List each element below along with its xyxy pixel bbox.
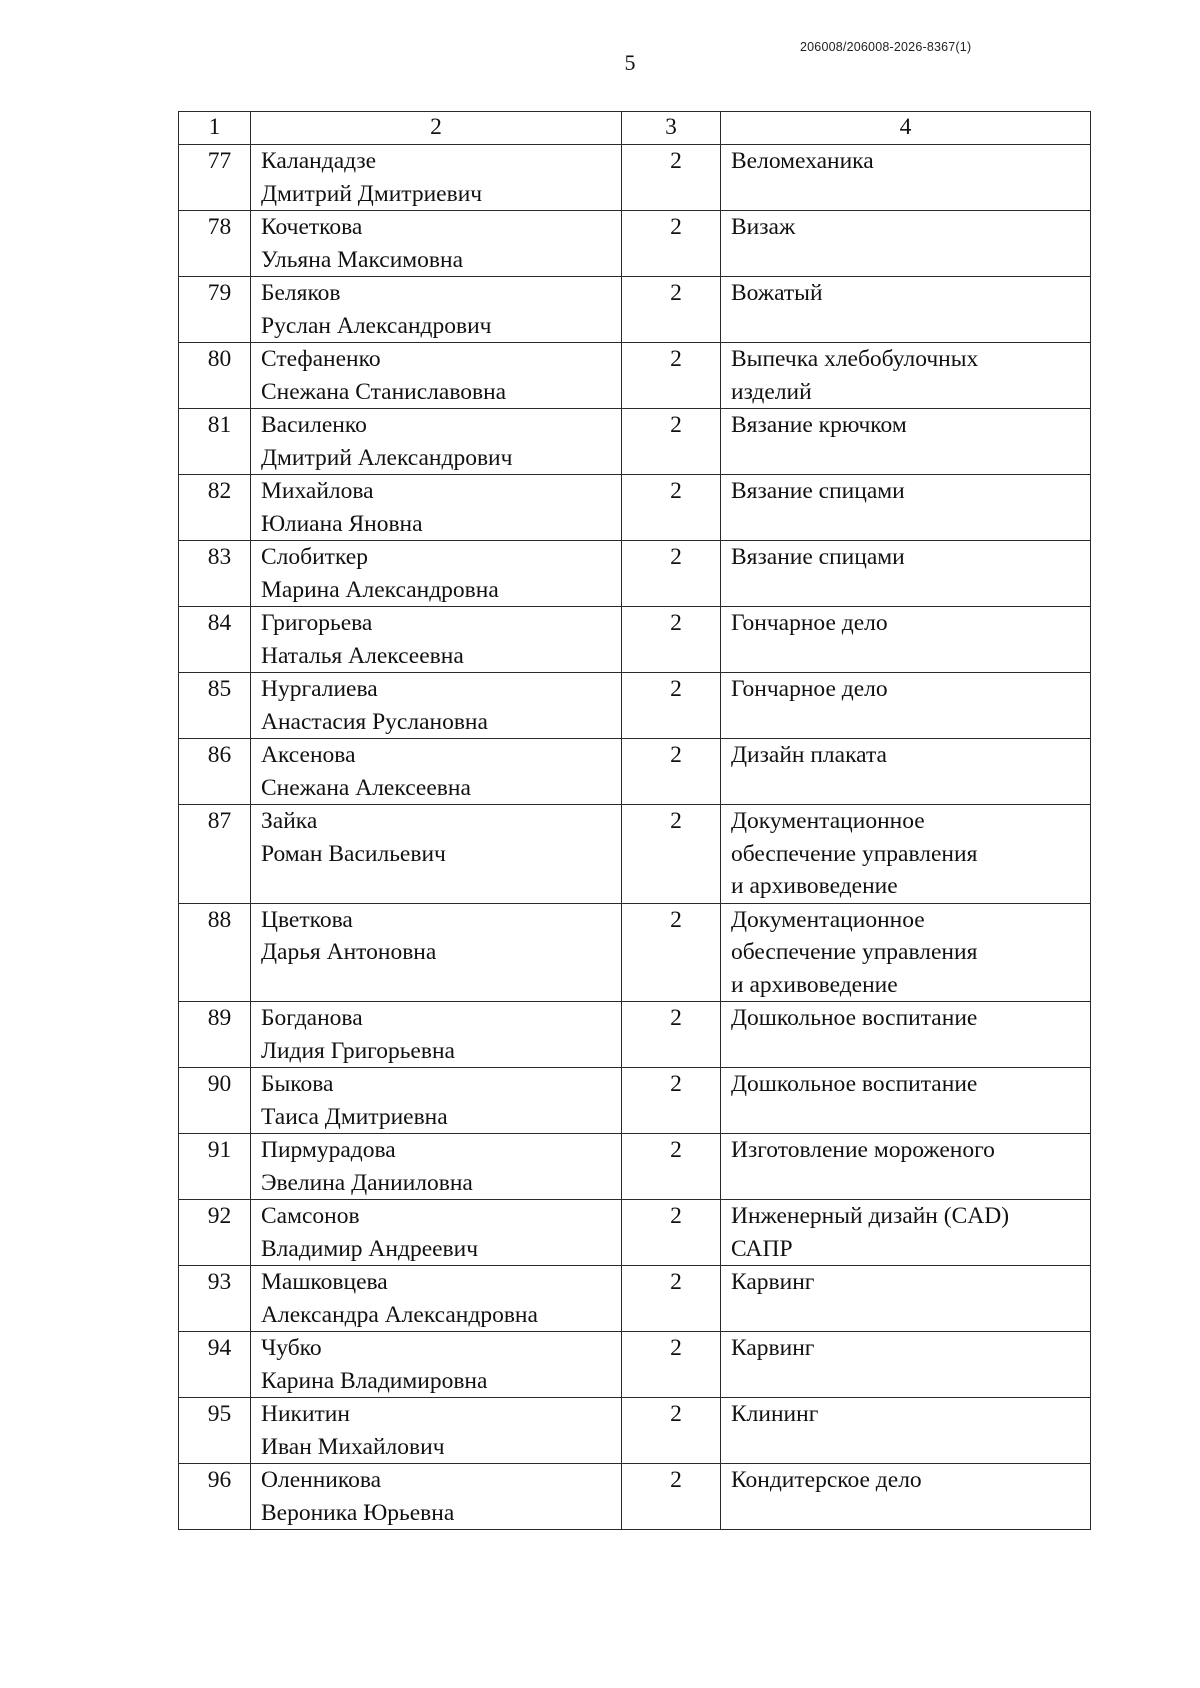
grade-cell: 2 xyxy=(622,145,721,211)
participant-surname: Цветкова xyxy=(261,906,353,933)
participant-name-cell xyxy=(251,1068,622,1134)
grade-cell: 2 xyxy=(622,1002,721,1068)
grade-cell: 2 xyxy=(622,805,721,904)
table-row xyxy=(179,343,1091,409)
competency-line: Дошкольное воспитание xyxy=(731,1005,978,1031)
table-row xyxy=(179,1464,1091,1530)
participant-given-names: Александра Александровна xyxy=(261,1301,538,1328)
table-row xyxy=(179,607,1091,673)
row-number: 83 xyxy=(179,541,251,607)
participant-given-names: Наталья Алексеевна xyxy=(261,642,464,669)
competency-cell xyxy=(721,541,1091,607)
row-number: 86 xyxy=(179,739,251,805)
table-row xyxy=(179,1134,1091,1200)
competency-cell xyxy=(721,1002,1091,1068)
row-number: 93 xyxy=(179,1266,251,1332)
participant-name-cell xyxy=(251,673,622,739)
competency-cell xyxy=(721,1068,1091,1134)
competency-line: Дошкольное воспитание xyxy=(731,1071,978,1097)
participant-surname: Григорьева xyxy=(261,610,373,636)
row-number: 87 xyxy=(179,805,251,904)
participant-surname: Самсонов xyxy=(261,1203,360,1229)
competency-cell xyxy=(721,1266,1091,1332)
competency-line: обеспечение управления xyxy=(731,840,978,867)
participant-name-cell xyxy=(251,541,622,607)
participant-name-cell xyxy=(251,211,622,277)
competency-cell xyxy=(721,1464,1091,1530)
table-row xyxy=(179,541,1091,607)
participant-given-names: Лидия Григорьевна xyxy=(261,1037,455,1064)
participant-surname: Пирмурадова xyxy=(261,1137,396,1163)
participants-table xyxy=(178,111,1091,1530)
participant-name-cell xyxy=(251,805,622,904)
competency-line: Карвинг xyxy=(731,1335,815,1361)
participant-name-cell xyxy=(251,145,622,211)
participant-name-cell xyxy=(251,1002,622,1068)
competency-cell xyxy=(721,739,1091,805)
grade-cell: 2 xyxy=(622,1464,721,1530)
participant-given-names: Юлиана Яновна xyxy=(261,510,423,537)
participant-name-cell xyxy=(251,277,622,343)
grade-cell: 2 xyxy=(622,673,721,739)
row-number: 96 xyxy=(179,1464,251,1530)
grade-cell: 2 xyxy=(622,211,721,277)
participant-given-names: Дмитрий Дмитриевич xyxy=(261,180,483,207)
competency-line: Гончарное дело xyxy=(731,610,888,636)
table-row xyxy=(179,1002,1091,1068)
competency-line: Веломеханика xyxy=(731,148,874,174)
competency-cell xyxy=(721,277,1091,343)
row-number: 95 xyxy=(179,1398,251,1464)
table-row xyxy=(179,145,1091,211)
column-header-2: 2 xyxy=(251,112,622,145)
grade-cell: 2 xyxy=(622,1134,721,1200)
participant-name-cell xyxy=(251,903,622,1002)
participant-given-names: Карина Владимировна xyxy=(261,1367,488,1394)
competency-line: Вязание спицами xyxy=(731,544,905,570)
participant-given-names: Эвелина Данииловна xyxy=(261,1169,473,1196)
participant-name-cell xyxy=(251,739,622,805)
competency-line: изделий xyxy=(731,378,812,405)
participant-given-names: Дарья Антоновна xyxy=(261,939,437,965)
participant-given-names: Снежана Алексеевна xyxy=(261,774,471,801)
competency-line: и архивоведение xyxy=(731,971,898,998)
row-number: 88 xyxy=(179,903,251,1002)
grade-cell: 2 xyxy=(622,1266,721,1332)
participant-surname: Зайка xyxy=(261,808,318,834)
participant-given-names: Марина Александровна xyxy=(261,576,499,603)
grade-cell: 2 xyxy=(622,903,721,1002)
competency-line: Кондитерское дело xyxy=(731,1467,922,1493)
participant-surname: Машковцева xyxy=(261,1269,388,1295)
participant-surname: Нургалиева xyxy=(261,676,378,702)
participant-surname: Богданова xyxy=(261,1005,363,1031)
competency-line: Клининг xyxy=(731,1401,819,1427)
grade-cell: 2 xyxy=(622,739,721,805)
table-row xyxy=(179,1332,1091,1398)
column-header-4: 4 xyxy=(721,112,1091,145)
table-row xyxy=(179,673,1091,739)
row-number: 84 xyxy=(179,607,251,673)
row-number: 77 xyxy=(179,145,251,211)
participant-name-cell xyxy=(251,1332,622,1398)
column-header-3: 3 xyxy=(622,112,721,145)
participant-name-cell xyxy=(251,1398,622,1464)
participant-surname: Чубко xyxy=(261,1335,322,1361)
grade-cell: 2 xyxy=(622,541,721,607)
competency-cell xyxy=(721,1200,1091,1266)
competency-cell xyxy=(721,903,1091,1002)
row-number: 85 xyxy=(179,673,251,739)
participant-given-names: Анастасия Руслановна xyxy=(261,708,488,735)
participant-name-cell xyxy=(251,1134,622,1200)
row-number: 94 xyxy=(179,1332,251,1398)
page-number: 5 xyxy=(624,50,636,75)
table-row xyxy=(179,1200,1091,1266)
table-row xyxy=(179,903,1091,1002)
participant-given-names: Руслан Александрович xyxy=(261,312,492,339)
competency-line: Гончарное дело xyxy=(731,676,888,702)
competency-line: Карвинг xyxy=(731,1269,815,1295)
participant-given-names: Таиса Дмитриевна xyxy=(261,1103,448,1130)
participant-given-names: Вероника Юрьевна xyxy=(261,1499,455,1526)
table-row xyxy=(179,409,1091,475)
grade-cell: 2 xyxy=(622,475,721,541)
competency-cell xyxy=(721,1332,1091,1398)
competency-cell xyxy=(721,343,1091,409)
competency-cell xyxy=(721,145,1091,211)
participant-given-names: Ульяна Максимовна xyxy=(261,246,464,273)
row-number: 79 xyxy=(179,277,251,343)
competency-cell xyxy=(721,805,1091,904)
grade-cell: 2 xyxy=(622,1398,721,1464)
participant-surname: Никитин xyxy=(261,1401,350,1427)
participant-given-names: Роман Васильевич xyxy=(261,840,446,867)
competency-line: Визаж xyxy=(731,214,796,240)
grade-cell: 2 xyxy=(622,343,721,409)
document-id: 206008/206008-2026-8367(1) xyxy=(800,40,972,54)
table-row xyxy=(179,475,1091,541)
competency-line: Вязание крючком xyxy=(731,412,907,438)
participant-surname: Кочеткова xyxy=(261,214,363,240)
participant-surname: Беляков xyxy=(261,280,341,306)
table-row xyxy=(179,805,1091,904)
competency-cell xyxy=(721,475,1091,541)
competency-line: Документационное xyxy=(731,808,925,834)
row-number: 81 xyxy=(179,409,251,475)
competency-line: Документационное xyxy=(731,906,925,933)
participant-surname: Василенко xyxy=(261,412,367,438)
row-number: 90 xyxy=(179,1068,251,1134)
competency-cell xyxy=(721,607,1091,673)
row-number: 80 xyxy=(179,343,251,409)
grade-cell: 2 xyxy=(622,409,721,475)
table-row xyxy=(179,1266,1091,1332)
participant-given-names: Дмитрий Александрович xyxy=(261,444,513,471)
grade-cell: 2 xyxy=(622,1200,721,1266)
competency-line: САПР xyxy=(731,1235,793,1262)
participant-name-cell xyxy=(251,607,622,673)
table-row xyxy=(179,211,1091,277)
competency-line: и архивоведение xyxy=(731,873,898,899)
participant-name-cell xyxy=(251,475,622,541)
participant-given-names: Иван Михайлович xyxy=(261,1433,445,1460)
participant-surname: Оленникова xyxy=(261,1467,382,1493)
row-number: 91 xyxy=(179,1134,251,1200)
competency-line: Дизайн плаката xyxy=(731,742,887,768)
participant-surname: Каландадзе xyxy=(261,148,377,174)
table-row xyxy=(179,1068,1091,1134)
participant-name-cell xyxy=(251,1200,622,1266)
grade-cell: 2 xyxy=(622,607,721,673)
participant-given-names: Снежана Станиславовна xyxy=(261,378,507,405)
competency-cell xyxy=(721,673,1091,739)
table-body xyxy=(179,145,1091,1530)
participant-surname: Михайлова xyxy=(261,478,374,504)
participant-given-names: Владимир Андреевич xyxy=(261,1235,479,1262)
competency-line: Инженерный дизайн (CAD) xyxy=(731,1203,1010,1229)
participant-surname: Стефаненко xyxy=(261,346,381,372)
grade-cell: 2 xyxy=(622,1068,721,1134)
competency-cell xyxy=(721,1398,1091,1464)
competency-line: Вязание спицами xyxy=(731,478,905,504)
competency-cell xyxy=(721,409,1091,475)
participant-surname: Быкова xyxy=(261,1071,334,1097)
participant-surname: Аксенова xyxy=(261,742,356,768)
grade-cell: 2 xyxy=(622,1332,721,1398)
column-header-1: 1 xyxy=(179,112,251,145)
row-number: 82 xyxy=(179,475,251,541)
participant-name-cell xyxy=(251,1266,622,1332)
participant-name-cell xyxy=(251,409,622,475)
table-row xyxy=(179,739,1091,805)
participant-surname: Слобиткер xyxy=(261,544,368,570)
grade-cell: 2 xyxy=(622,277,721,343)
competency-line: обеспечение управления xyxy=(731,939,978,965)
table-row xyxy=(179,1398,1091,1464)
competency-cell xyxy=(721,1134,1091,1200)
row-number: 92 xyxy=(179,1200,251,1266)
participant-name-cell xyxy=(251,1464,622,1530)
competency-cell xyxy=(721,211,1091,277)
competency-line: Вожатый xyxy=(731,280,823,306)
row-number: 89 xyxy=(179,1002,251,1068)
row-number: 78 xyxy=(179,211,251,277)
competency-line: Изготовление мороженого xyxy=(731,1137,995,1163)
table-header-row xyxy=(179,112,1091,145)
table-row xyxy=(179,277,1091,343)
participant-name-cell xyxy=(251,343,622,409)
competency-line: Выпечка хлебобулочных xyxy=(731,346,979,372)
